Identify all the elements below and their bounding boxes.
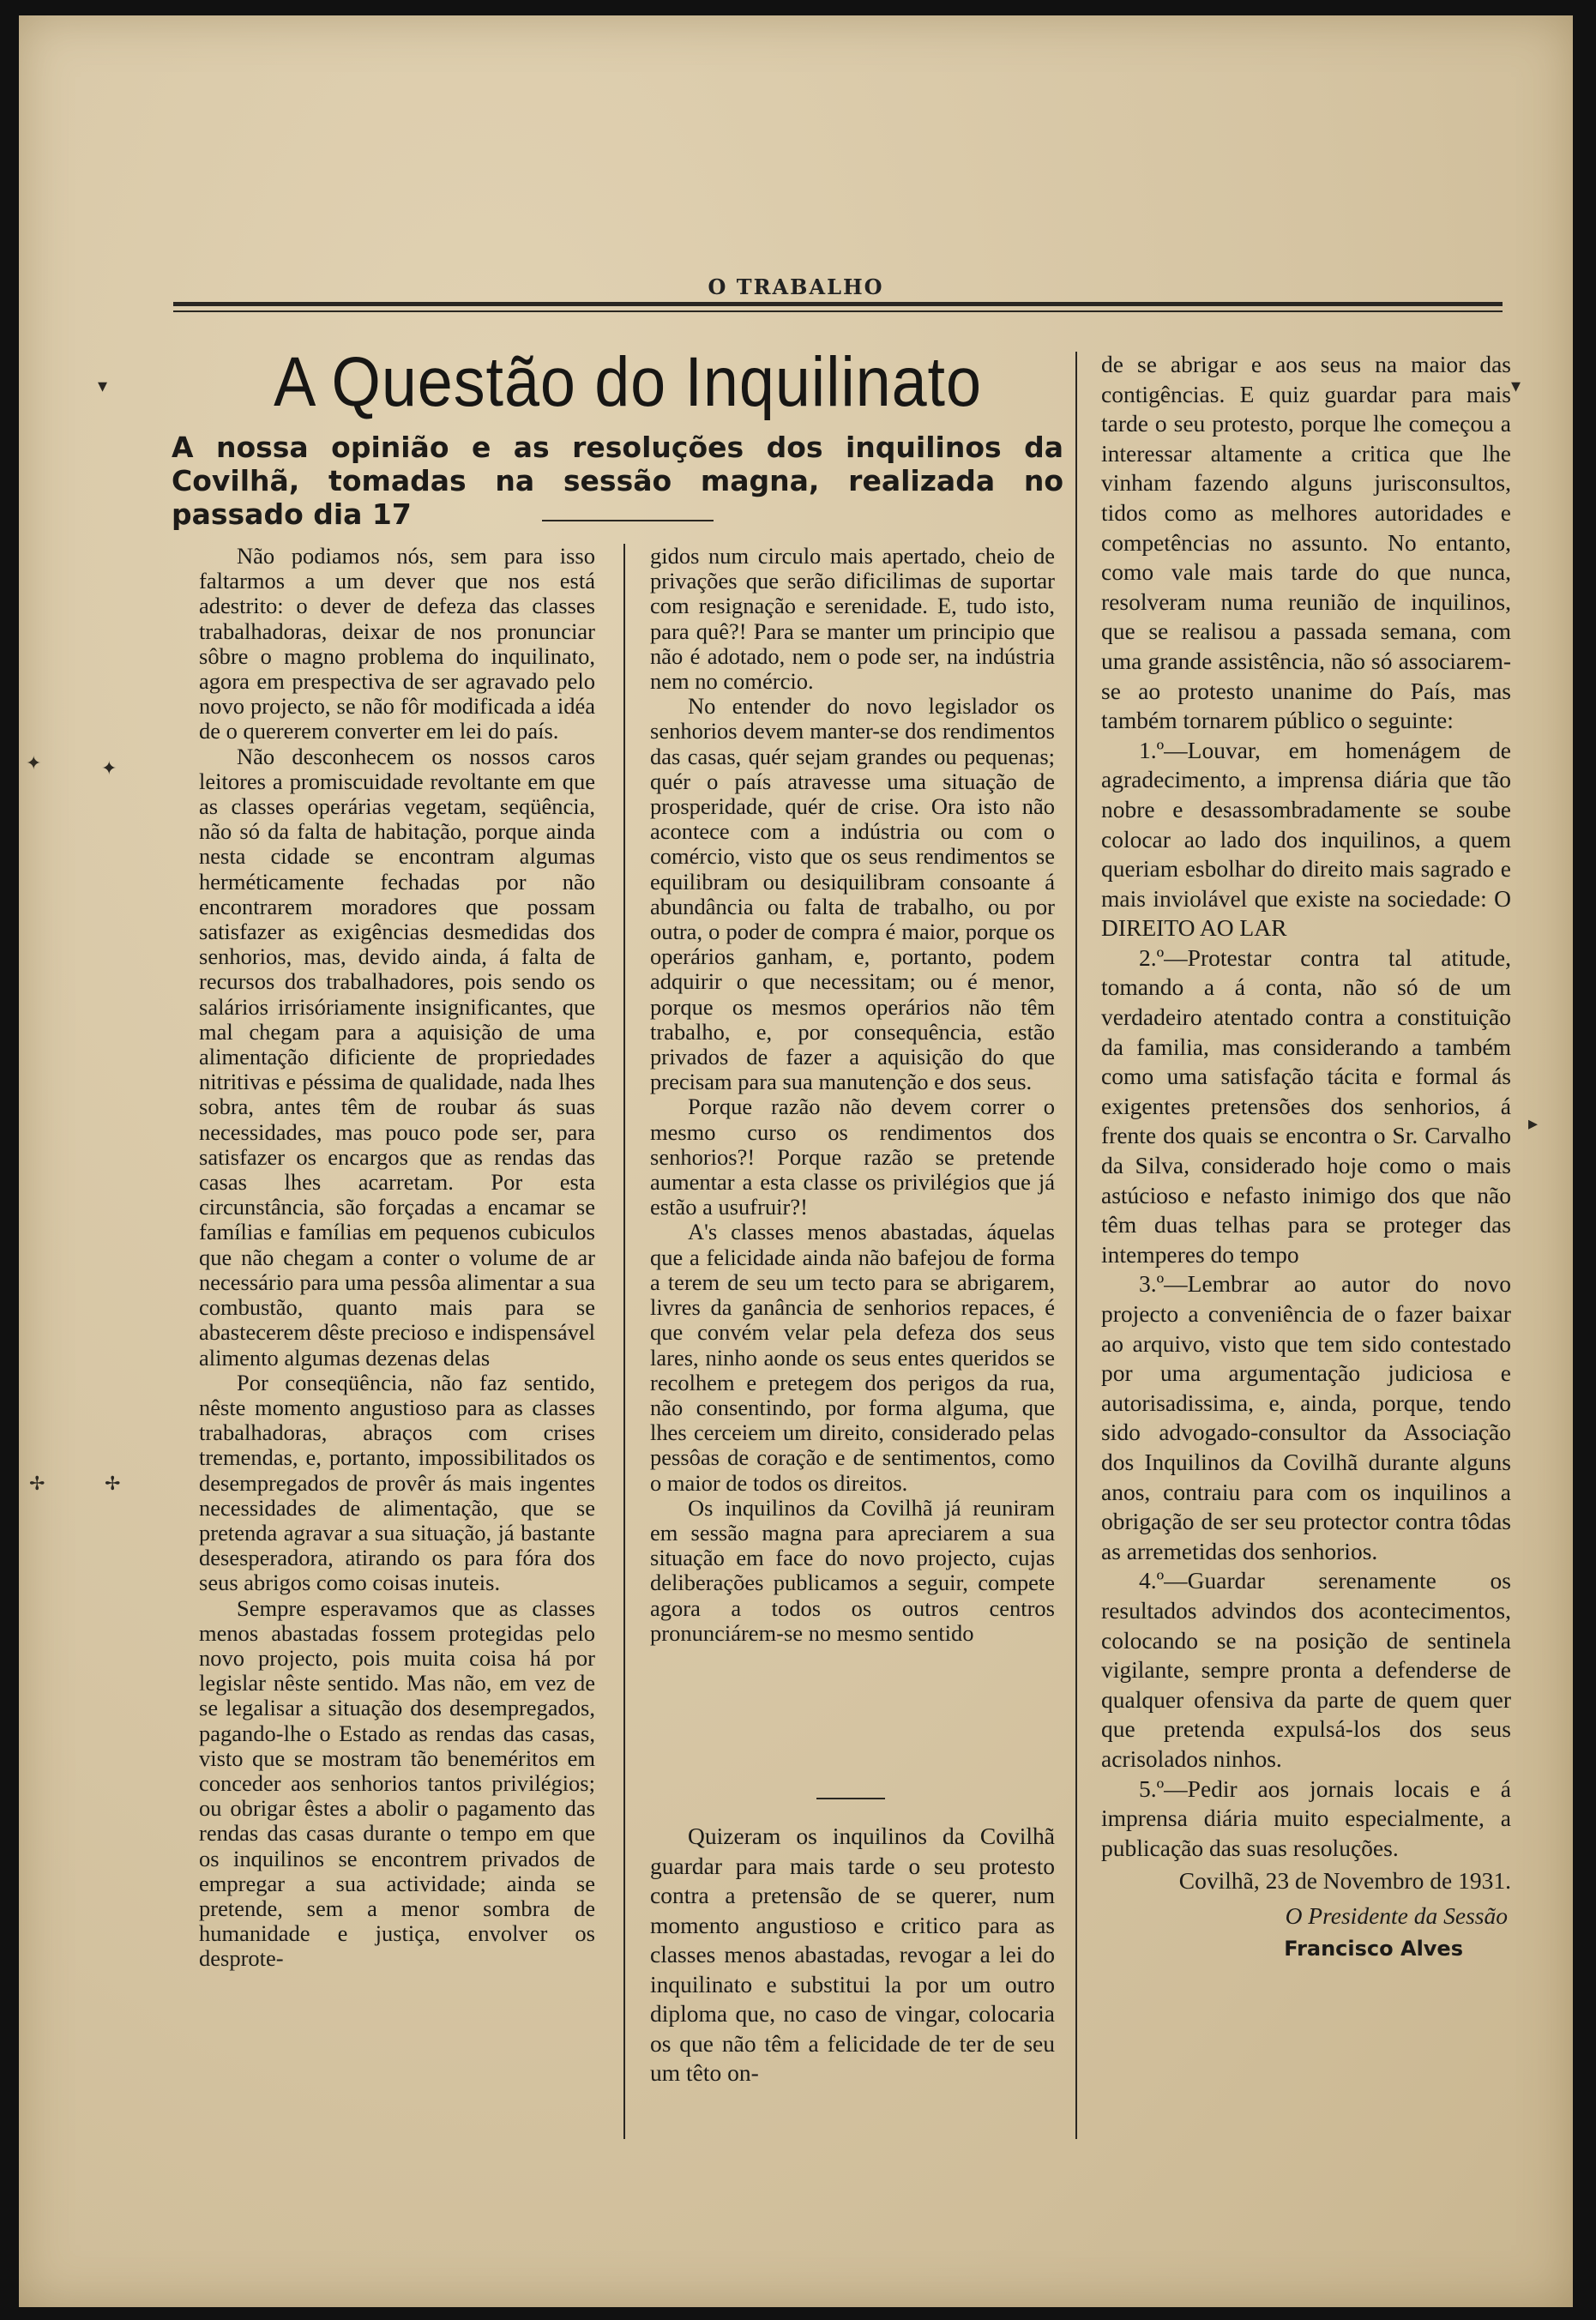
subtitle-divider [542, 520, 714, 521]
publication-header: O TRABALHO [708, 274, 884, 299]
signature-place-date: Covilhã, 23 de Novembro de 1931. [1178, 1867, 1511, 1895]
article-title: A Questão do Inquilinato [274, 343, 982, 421]
article-column-2 [650, 544, 1055, 1646]
margin-mark-icon: ▾ [1511, 376, 1521, 397]
margin-mark-icon: ▾ [98, 376, 108, 397]
paragraph: gidos num circulo mais apertado, cheio de privações que serão dificilimas de suportar com resignação e serenidade. E, tudo isto, para quê?! Para se manter um principio que não é adotado, nem o pode ser, na indústria nem no comércio. [650, 543, 1055, 695]
paragraph: de se abrigar e aos seus na maior das contigências. E quiz guardar para mais tarde o seu protesto, porque lhe começou a interessar altamente a critica que lhe vinham fazendo alguns jurisconsultos, tidos como as melhores autoridades e competências no assunto. No entanto, como vale mais tarde do que nunca, resolveram numa reunião de inquilinos, que se realisou a passada semana, com uma grande assistência, não só associarem-se ao protesto unanime do País, mas também tornarem público o seguinte: [1101, 351, 1511, 734]
resolution-item: 1.º—Louvar, em homenágem de agradecimento, a imprensa diária que tão nobre e desassombradamente se soube colocar ao lado dos inquilinos, a quem queriam esbolhar do direito mais sagrado e mais inviolável que existe na sociedade: O DIREITO AO LAR [1101, 736, 1511, 942]
article-column-2-lower [650, 1822, 1055, 2088]
signature-role: O Presidente da Sessão [1285, 1901, 1508, 1929]
header-rule [173, 302, 1503, 306]
margin-mark-icon: ✦ [26, 753, 42, 774]
column-divider-1 [623, 544, 625, 2139]
paragraph: Os inquilinos da Covilhã já reuniram em sessão magna para apreciarem a sua situação em face do novo projecto, cujas deliberações publicamos a seguir, compete agora a todos os outros centros pronunciárem-se no mesmo sentido [650, 1494, 1055, 1646]
column-divider-2 [1075, 352, 1077, 2139]
signature-name: Francisco Alves [1284, 1937, 1463, 1961]
margin-mark-icon: ✢ [29, 1473, 45, 1495]
paragraph: A's classes menos abastadas, áquelas que a felicidade ainda não bafejou de forma a terem de seu um tecto para se abrigarem, livres da ganância de senhorios repaces, é que convém velar pela defeza dos seus lares, ninho aonde os seus entes queridos se recolhem e pretegem dos perigos da rua, não consentindo, por forma alguma, que lhes cerceiem um direito, considerado pelas pessôas de coração e de sentimentos, como o maior de todos os direitos. [650, 1219, 1055, 1496]
article-subtitle: A nossa opinião e as resoluções dos inquilinos da Covilhã, tomadas na sessão magna, realizada no passado dia 17 [172, 431, 1063, 531]
margin-mark-icon: ✦ [101, 758, 117, 780]
paragraph: Não podiamos nós, sem para isso faltarmos a um dever que nos está adestrito: o dever de defeza das classes trabalhadoras, deixar de nos pronunciar sôbre o magno problema do inquilinato, agora em prespectiva de ser agravado pelo novo projecto, se não fôr modificada a idéa de o quererem converter em lei do país. [199, 543, 595, 744]
paragraph: Quizeram os inquilinos da Covilhã guardar para mais tarde o seu protesto contra a pretensão de se querer, num momento angustioso e critico para as classes menos abastadas, revogar a lei do inquilinato e substitui la por um outro diploma que, no caso de vingar, colocaria os que não têm a felicidade de ter de seu um têto on- [650, 1823, 1055, 2086]
resolution-item: 5.º—Pedir aos jornais locais e á imprensa diária muito especialmente, a publicação das suas resoluções. [1101, 1775, 1511, 1861]
article-column-1 [199, 544, 595, 1972]
paragraph: Sempre esperavamos que as classes menos abastadas fossem protegidas pelo novo projecto, pois muita coisa há por legislar nêste sentido. Mas não, em vez de se legalisar a situação dos desempregados, pagando-lhe o Estado as rendas das casas, visto que se mostram tão beneméritos em conceder aos senhorios tantos privilégios; ou obrigar êstes a abolir o pagamento das rendas das casas durante o tempo em que os inquilinos se encontrem privados de empregar a sua actividade; ainda se pretende, sem a menor sombra de humanidade e justiça, envolver os desprote- [199, 1594, 595, 1972]
margin-mark-icon: ▸ [1528, 1113, 1539, 1135]
section-divider [816, 1798, 885, 1799]
paragraph: Por conseqüência, não faz sentido, nêste momento angustioso para as classes trabalhadoras, abraços com crises tremendas, e, portanto, impossibilitados os desempregados de provêr ás mais ingentes necessidades de alimentação, que se pretenda agravar a sua situação, já bastante desesperadora, atirando os para fóra dos seus abrigos como coisas inuteis. [199, 1369, 595, 1596]
paragraph: Não desconhecem os nossos caros leitores a promiscuidade revoltante em que as classes operárias vegetam, seqüência, não só da falta de habitação, porque ainda nesta cidade se encontram algumas herméticamente fechadas por não encontrarem moradores que possam satisfazer as exigências desmedidas dos senhorios, mas, devido ainda, á falta de recursos dos trabalhadores, pois sendo os salários irrisóriamente insignificantes, que mal chegam para a aquisição de uma alimentação dificiente de propriedades nitritivas e péssima de qualidade, nada lhes sobra, antes têm de roubar ás suas necessidades, mas pouco pode ser, para satisfazer os encargos que as rendas das casas lhes acarretam. Por esta circunstância, são forçadas a encamar se famílias e famílias em pequenos cubiculos que não chegam a conter o volume de ar necessário para uma pessôa alimentar a sua combustão, quanto mais para se abastecerem dêste precioso e indispensável alimento algumas dezenas delas [199, 743, 595, 1371]
margin-mark-icon: ✢ [105, 1473, 121, 1495]
header-rule-thin [173, 310, 1503, 312]
article-column-3 [1101, 350, 1511, 1964]
paragraph: Porque razão não devem correr o mesmo curso os rendimentos dos senhorios?! Porque razão se pretende aumentar a esta classe os privilégios que já estão a usufruir?! [650, 1094, 1055, 1220]
newspaper-page [19, 15, 1573, 2307]
resolution-item: 4.º—Guardar serenamente os resultados advindos dos acontecimentos, colocando se na posição de sentinela vigilante, sempre pronta a defenderse de qualquer ofensiva da parte de quem quer que pretenda expulsá-los dos seus acrisolados ninhos. [1101, 1567, 1511, 1772]
resolution-item: 3.º—Lembrar ao autor do novo projecto a conveniência de o fazer baixar ao arquivo, visto que tem sido contestado por uma argumentação judiciosa e autorisadissima, e, ainda, porque, tendo sido advogado-consultor da Associação dos Inquilinos da Covilhã durante alguns anos, contraiu para com os inquilinos a obrigação de ser seu protector contra tôdas as arremetidas dos senhorios. [1101, 1270, 1511, 1564]
resolution-item: 2.º—Protestar contra tal atitude, tomando a á conta, não só de um verdadeiro atentado contra a constituição da familia, mas considerando a também como uma satisfação tácita e formal ás exigentes pretensões dos senhorios, á frente dos quais se encontra o Sr. Carvalho da Silva, considerado hoje como o mais astúcioso e nefasto inimigo dos que não têm duas telhas para se proteger das intemperes do tempo [1101, 943, 1511, 1268]
paragraph: No entender do novo legislador os senhorios devem manter-se dos rendimentos das casas, quér sejam grandes ou pequenas; quér o país atravesse uma situação de prosperidade, quér de crise. Ora isto não acontece com a indústria ou com o comércio, visto que os seus rendimentos se equilibram ou desiquilibram consoante á abundância ou falta de trabalho, ou por outra, o poder de compra é maior, porque os operários ganham, e, portanto, podem adquirir o que necessitam; ou é menor, porque os mesmos operários não têm trabalho, e, por consequência, estão privados de fazer a aquisição do que precisam para sua manutenção e dos seus. [650, 693, 1055, 1095]
